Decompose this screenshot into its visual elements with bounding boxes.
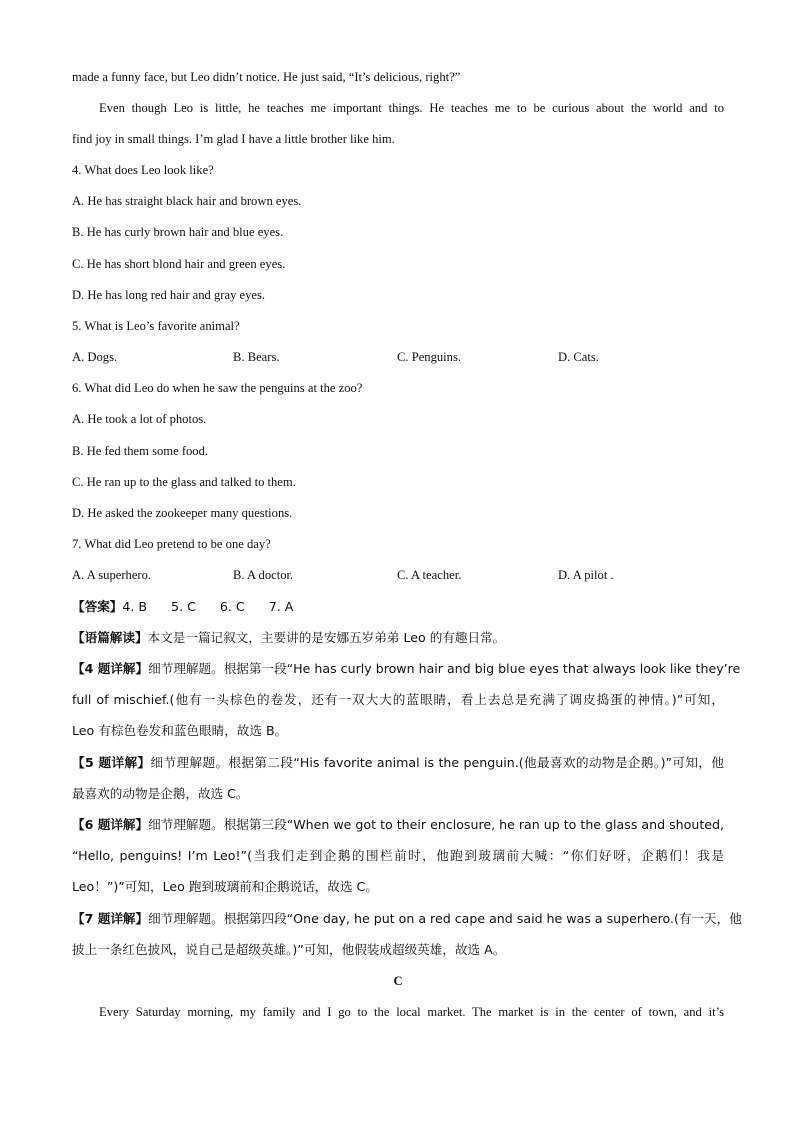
question-5-option-b: B. Bears. (233, 350, 280, 364)
q7-explanation-line (72, 911, 742, 927)
analysis-intro-label: 【语篇解读】 (72, 630, 148, 645)
answer-key (72, 599, 724, 615)
q5-explanation-label: 【5 题详解】 (72, 755, 151, 770)
question-4-option-b: B. He has curly brown hair and blue eyes. (72, 225, 284, 239)
q4-explanation-line (72, 661, 741, 677)
question-5-option-d: D. Cats. (558, 350, 599, 364)
q4-explanation-line: full of mischief.(他有一头棕色的卷发，还有一双大大的蓝眼睛，看上去总是充满了调皮捣蛋的神情。)”可知， (72, 692, 724, 707)
question-6-stem: 6. What did Leo do when he saw the penguins at the zoo? (72, 381, 363, 395)
question-5-option-c: C. Penguins. (397, 350, 462, 364)
question-4-stem: 4. What does Leo look like? (72, 163, 214, 177)
question-4-option-c: C. He has short blond hair and green eyes. (72, 257, 286, 271)
question-7-option-b: B. A doctor. (233, 568, 294, 582)
q5-explanation-line (72, 755, 724, 771)
question-7-options (72, 567, 724, 583)
q6-explanation-line: Leo！”)”可知，Leo 跑到玻璃前和企鹅说话，故选 C。 (72, 879, 378, 894)
analysis-intro-text: 本文是一篇记叙文，主要讲的是安娜五岁弟弟 Leo 的有趣日常。 (147, 630, 506, 645)
question-6-option-d: D. He asked the zookeeper many questions. (72, 506, 293, 520)
question-7-option-d: D. A pilot . (558, 568, 614, 582)
q6-explanation-line: “Hello, penguins! I’m Leo!”(当我们走到企鹅的围栏前时，他跑到玻璃前大喊：“你们好呀，企鹅们！我是 (72, 848, 724, 863)
question-4-option-a: A. He has straight black hair and brown eyes. (72, 194, 302, 208)
section-heading-c: C (393, 974, 403, 988)
q5-explanation-line: 最喜欢的动物是企鹅，故选 C。 (72, 786, 249, 801)
question-5-stem: 5. What is Leo’s favorite animal? (72, 319, 240, 333)
q4-explanation-line: Leo 有棕色卷发和蓝色眼睛，故选 B。 (72, 723, 288, 738)
passage-b-line: made a funny face, but Leo didn’t notice. He just said, “It’s delicious, right?” (72, 70, 461, 84)
passage-c-paragraph-line: Every Saturday morning, my family and I go to the local market. The market is in the center of town, and it’s (99, 1005, 724, 1019)
question-7-stem: 7. What did Leo pretend to be one day? (72, 537, 271, 551)
q7-explanation-label: 【7 题详解】 (72, 911, 149, 926)
passage-b-paragraph-line: Even though Leo is little, he teaches me important things. He teaches me to be curious about the world and to (99, 101, 724, 115)
q6-explanation-text: 细节理解题。根据第三段“When we got to their enclosure, he ran up to the glass and shouted, (148, 817, 724, 832)
q7-explanation-line: 披上一条红色披风，说自己是超级英雄。)”可知，他假装成超级英雄，故选 A。 (72, 942, 506, 957)
question-4-option-d: D. He has long red hair and gray eyes. (72, 288, 266, 302)
question-7-option-c: C. A teacher. (397, 568, 462, 582)
question-6-option-a: A. He took a lot of photos. (72, 412, 207, 426)
question-7-option-a: A. A superhero. (72, 568, 152, 582)
answer-text: 4. B 5. C 6. C 7. A (122, 599, 294, 614)
q4-explanation-label: 【4 题详解】 (72, 661, 149, 676)
analysis-intro (72, 630, 724, 646)
question-5-options (72, 349, 724, 365)
question-5-option-a: A. Dogs. (72, 350, 118, 364)
answer-label: 【答案】 (72, 599, 123, 614)
question-6-option-b: B. He fed them some food. (72, 444, 209, 458)
q5-explanation-text: 细节理解题。根据第二段“His favorite animal is the penguin.(他最喜欢的动物是企鹅。)”可知，他 (150, 755, 724, 770)
question-6-option-c: C. He ran up to the glass and talked to them. (72, 475, 296, 489)
q6-explanation-label: 【6 题详解】 (72, 817, 149, 832)
passage-b-line: find joy in small things. I’m glad I have a little brother like him. (72, 132, 395, 146)
q6-explanation-line (72, 817, 724, 833)
q4-explanation-text: 细节理解题。根据第一段“He has curly brown hair and big blue eyes that always look like they’re (148, 661, 741, 676)
q7-explanation-text: 细节理解题。根据第四段“One day, he put on a red cape and said he was a superhero.(有一天，他 (148, 911, 742, 926)
